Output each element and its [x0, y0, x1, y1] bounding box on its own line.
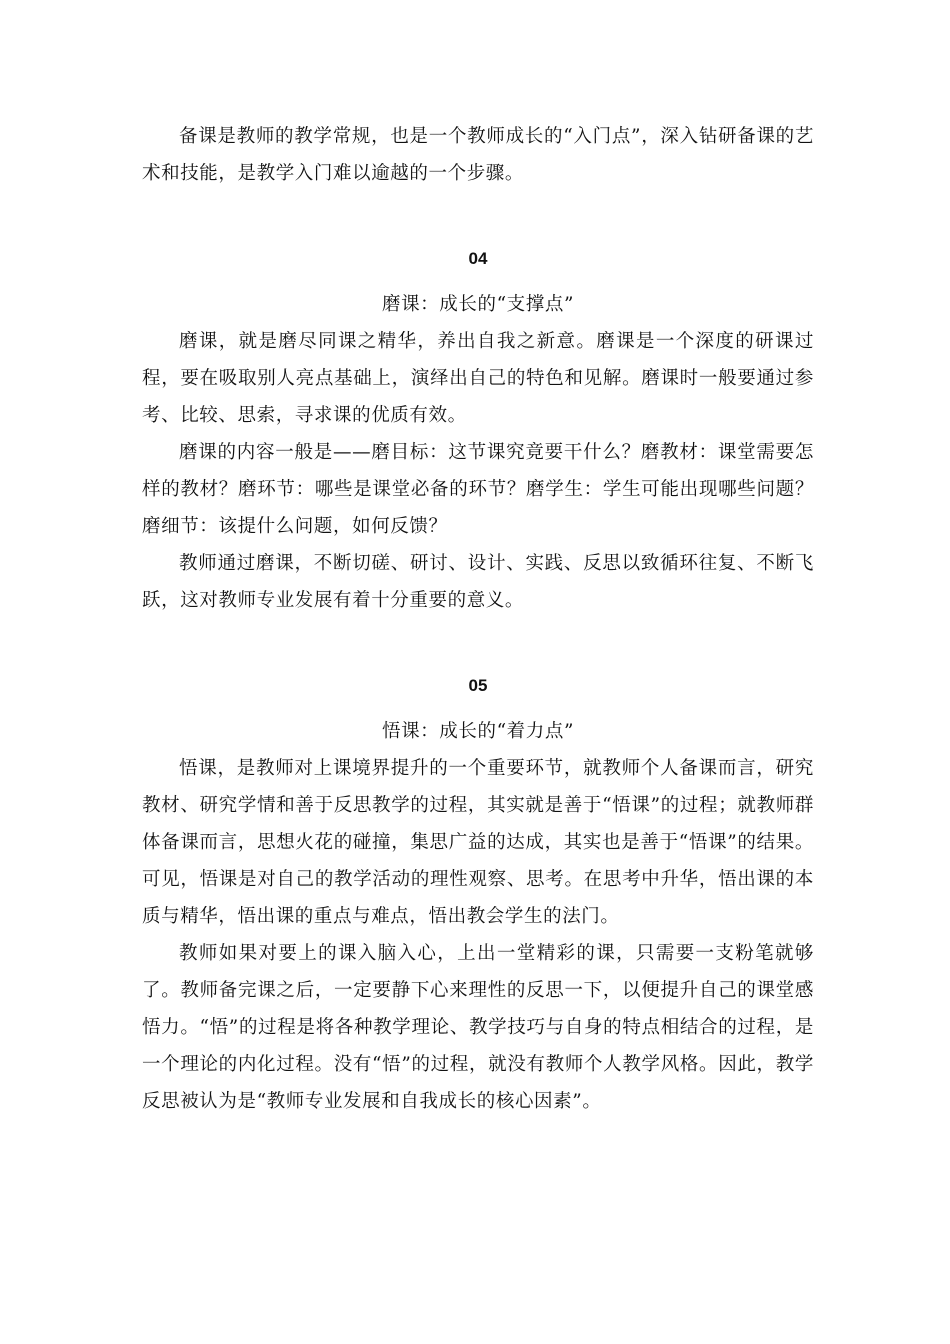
document-page [142, 118, 814, 1120]
section-title: 磨课：成长的“支撑点” [381, 294, 575, 315]
body-paragraph: 教师通过磨课，不断切磋、研讨、设计、实践、反思以致循环往复、不断飞跃，这对教师专业发展有着十分重要的意义。 [142, 553, 814, 611]
body-paragraph: 悟课，是教师对上课境界提升的一个重要环节，就教师个人备课而言，研究教材、研究学情和善于反思教学的过程，其实就是善于“悟课”的过程；就教师群体备课而言，思想火花的碰撞，集思广益的达成，其实也是善于“悟课”的结果。可见，悟课是对自己的教学活动的理性观察、思考。在思考中升华，悟出课的本质与精华，悟出课的重点与难点，悟出教会学生的法门。 [142, 758, 814, 927]
body-paragraph: 磨课的内容一般是——磨目标：这节课究竟要干什么？磨教材：课堂需要怎样的教材？磨环节：哪些是课堂必备的环节？磨学生：学生可能出现哪些问题？磨细节：该提什么问题，如何反馈？ [142, 442, 814, 537]
section-number: 04 [468, 249, 488, 268]
intro-paragraph: 备课是教师的教学常规，也是一个教师成长的“入门点”，深入钻研备课的艺术和技能，是教学入门难以逾越的一个步骤。 [142, 126, 814, 184]
section-title: 悟课：成长的“着力点” [381, 721, 575, 742]
section-number: 05 [468, 676, 488, 695]
body-paragraph: 教师如果对要上的课入脑入心，上出一堂精彩的课，只需要一支粉笔就够了。教师备完课之后，一定要静下心来理性的反思一下，以便提升自己的课堂感悟力。“悟”的过程是将各种教学理论、教学技巧与自身的特点相结合的过程，是一个理论的内化过程。没有“悟”的过程，就没有教师个人教学风格。因此，教学反思被认为是“教师专业发展和自我成长的核心因素”。 [142, 943, 814, 1112]
body-paragraph: 磨课，就是磨尽同课之精华，养出自我之新意。磨课是一个深度的研课过程，要在吸取别人亮点基础上，演绎出自己的特色和见解。磨课时一般要通过参考、比较、思索，寻求课的优质有效。 [142, 331, 814, 426]
